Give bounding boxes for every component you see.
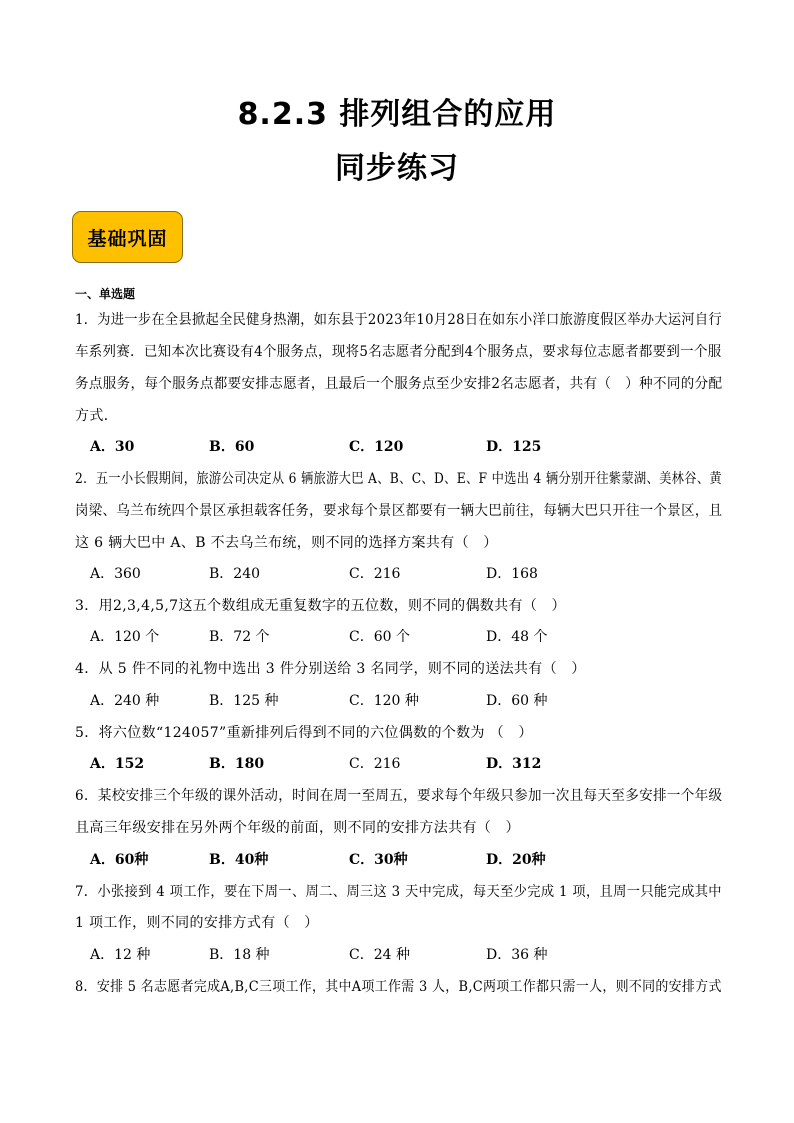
option-d: D．60 种 (486, 693, 548, 709)
option-d: D．48 个 (486, 629, 548, 645)
option-b: B．180 (209, 756, 265, 772)
question-6-line: 且高三年级安排在另外两个年级的前面，则不同的安排方法共有（ ） (75, 820, 520, 836)
option-b: B．72 个 (209, 629, 270, 645)
question-4-line: 4．从 5 件不同的礼物中选出 3 件分别送给 3 名同学，则不同的送法共有（ ） (75, 661, 586, 677)
option-d: D．125 (486, 439, 542, 455)
option-c: C．216 (349, 566, 401, 582)
question-1-options (90, 440, 690, 456)
question-1-line: 车系列赛．已知本次比赛设有4个服务点，现将5名志愿者分配到4个服务点，要求每位志愿者都要到一个服 (75, 344, 722, 360)
option-d: D．36 种 (486, 947, 548, 963)
page-subtitle: 同步练习 (335, 151, 459, 186)
question-3-line: 3．用2,3,4,5,7这五个数组成无重复数字的五位数，则不同的偶数共有（ ） (75, 598, 566, 614)
option-a: A．360 (90, 566, 141, 582)
page-title: 8.2.3 排列组合的应用 (237, 97, 557, 132)
option-c: C．60 个 (349, 629, 410, 645)
question-8-line: 8．安排 5 名志愿者完成A,B,C三项工作，其中A项工作需 3 人，B,C两项工作都只需一人，则不同的安排方式 (75, 979, 722, 995)
question-2-options (90, 567, 690, 583)
option-d: D．20种 (486, 852, 546, 868)
option-a: A．60种 (90, 852, 149, 868)
question-6-line: 6．某校安排三个年级的课外活动，时间在周一至周五，要求每个年级只参加一次且每天至多安排一个年级 (75, 788, 723, 804)
question-7-options (90, 948, 690, 964)
option-d: D．312 (486, 756, 542, 772)
option-b: B．60 (209, 439, 255, 455)
option-b: B．40种 (209, 852, 269, 868)
option-a: A．120 个 (90, 629, 160, 645)
option-d: D．168 (486, 566, 538, 582)
option-a: A．30 (90, 439, 135, 455)
option-c: C．120 (349, 439, 404, 455)
question-4-options (90, 694, 690, 710)
question-2-line: 这 6 辆大巴中 A、B 不去乌兰布统，则不同的选择方案共有（ ） (75, 535, 498, 551)
question-7-line: 1 项工作，则不同的安排方式有（ ） (75, 915, 319, 931)
question-5-line: 5．将六位数“124057”重新排列后得到不同的六位偶数的个数为 （ ） (75, 725, 533, 741)
question-5-options (90, 757, 690, 773)
question-6-options (90, 853, 690, 869)
question-1-line: 方式． (75, 408, 119, 424)
option-c: C．24 种 (349, 947, 410, 963)
question-2-line: 岗梁、乌兰布统四个景区承担载客任务，要求每个景区都要有一辆大巴前往，每辆大巴只开往一个景区，且 (75, 503, 723, 519)
option-c: C．30种 (349, 852, 408, 868)
question-1-line: 务点服务，每个服务点都要安排志愿者，且最后一个服务点至少安排2名志愿者，共有（ ）种不同的分配 (75, 376, 723, 392)
option-a: A．240 种 (90, 693, 160, 709)
section-heading: 一、单选题 (75, 287, 136, 301)
section-badge: 基础巩固 (72, 211, 183, 263)
question-1-line: 1．为进一步在全县掀起全民健身热潮，如东县于2023年10月28日在如东小洋口旅游度假区举办大运河自行 (75, 312, 722, 328)
option-b: B．18 种 (209, 947, 270, 963)
option-b: B．240 (209, 566, 261, 582)
option-c: C．120 种 (349, 693, 419, 709)
option-a: A．152 (90, 756, 145, 772)
question-7-line: 7．小张接到 4 项工作，要在下周一、周二、周三这 3 天中完成，每天至少完成 1 项，且周一只能完成其中 (75, 884, 722, 900)
question-3-options (90, 630, 690, 646)
option-a: A．12 种 (90, 947, 151, 963)
option-b: B．125 种 (209, 693, 279, 709)
option-c: C．216 (349, 756, 401, 772)
question-2-line: 2．五一小长假期间，旅游公司决定从 6 辆旅游大巴 A、B、C、D、E、F 中选出 4 辆分别开往紫蒙湖、美林谷、黄 (75, 471, 723, 487)
